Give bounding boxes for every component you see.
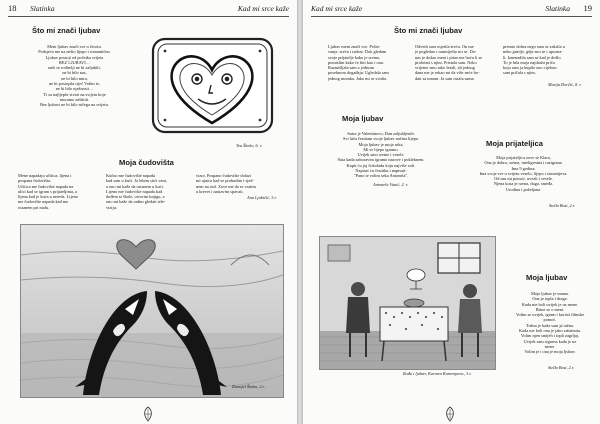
right-page-header — [311, 4, 592, 17]
family-table-drawing — [319, 236, 496, 370]
book-title: Kad mi srce kaže — [237, 4, 289, 13]
drawing-caption: Rođa i ljubav, Karmen Kamenjaroc, 3.r. — [403, 371, 472, 376]
poem-title: Moja ljubav — [526, 273, 568, 282]
page-ornament-icon — [142, 406, 154, 422]
section-name: Slatinka — [545, 4, 570, 13]
story-column-2: Kučno me čudovište napada kad sam u kući. Ja lebim stići vani, a ono mi kaže da ostanem u kući. Lijeno me čudovište napada kad dođem iz škole, otvorim knjigu, a ono mi kaže da radim gledati tele- viziju. — [106, 173, 167, 210]
poem-title: Moja ljubav — [342, 114, 384, 123]
poem-text: Meni ljubav znači sve u životu. Podsjeća me na nešto lijepo i romantično. Ljubav postoji od početka svijeta BEZ LJUBAVI… naši se roditelji ne bi zaljubili, ne bi bilo nas, ne bi bilo mira, ne bi postojala riječ Volim te, ne bi bilo nježnosti… Ti su najljepše stvari na svijetu koje moramo zaštititi. Bez ljubavi ne bi bilo ničega na svijetu. — [38, 44, 111, 108]
heart-drawing — [151, 37, 274, 134]
poem-signature: Tea Škoko, 6. r. — [236, 143, 263, 148]
poem-text: Moja ljubav je mama. Ona je topla i draga. Kada me boli uvijek je uz mene. Brine se o meni. Volim se uvijek, igram i koristi filmske pomoć. Tužna je kada sam ja tužna. Kada me boli ona je jako zabrinuta. Volim njen smijeh i topli zagrljaj. Uvijek sam sigurna kada je uz mene. Volim je i ona je moja ljubav. — [515, 291, 585, 355]
right-page — [303, 0, 600, 424]
essay-signature: Marija Dorčić, 8. r. — [548, 82, 582, 87]
poem-signature: Stella Bosi, 2.r. — [549, 203, 576, 208]
left-page-header — [8, 4, 289, 17]
essay-column-2: Odvedi sam osjetila sreću. On me je pogledao i nasmiješio mi se. Da- nas je došao meni i pitao me hoću li se prošetati s njim. Pristala sam. Neko vrijeme smo tako šetali, ali jednog dana me je rekao mi da više neće ho- dati sa mnom. Ja sam ostala sama. — [415, 44, 483, 81]
poem-signature: Antonela Vunić, 2. r. — [373, 182, 409, 187]
page-number: 19 — [583, 3, 592, 13]
left-page — [0, 0, 297, 424]
poem-title: Moja prijateljica — [486, 139, 543, 148]
book-title: Kad mi srce kaže — [311, 4, 363, 13]
poem-title: Što mi znači ljubav — [32, 26, 101, 35]
page-ornament-icon — [444, 406, 456, 422]
story-column-1: Mene napadaju učitica, lijena i pospana čudovišta. Učitica me čudovište napada na ulici kad se igram s prijateljima, a lijena kad je kuća u nereda. Lijeno me čudovište napada kad me ostanem pri malu. — [18, 173, 78, 210]
story-signature: Ana Ljubičić, 3.r. — [247, 195, 277, 200]
poem-title: Što mi znači ljubav — [394, 26, 463, 35]
story-title: Moja čudovišta — [119, 158, 174, 167]
orca-drawing — [20, 224, 284, 398]
essay-column-1: Ljubav meni znači sve. Pošto- vanje, sreću i radost. Dok gledam svoje prijatelje kako je sretno, pomislim kako će biti kao i ona. Razmišljala sam o jednom posebnom događaju. Ugledala sam jednog momka. Jako mi se svidio. — [328, 44, 389, 81]
essay-column-3: premio dobra nego sam se zakrila u neko grmlje, gdje sno se i upozna- li. Iznenadila sam se kad je došlo. To je bila moja najdraža priča koju sam ja kupila ono cijelom sam pričala s njim. — [503, 44, 565, 76]
story-column-3: vizor. Pospano čudovište dolazi mi ujutro kad se probudim i sjed- nem na stol. Zove me da se vratim u krevet i nastavim spavati. — [196, 173, 256, 194]
drawing-caption: Damijel Škoko, 2.r. — [232, 384, 265, 389]
poem-text: Sutra je Valentinovo, Dan zaljubljenih. Svi šalu čestitam svoje ljubav načina lijepo. Moja ljubav je moja seka, Mi se lijepo igramo. Uvijek smo sretne i vesele. Šuta kada zaboravim igramo nazove i pokleknem. Kupit ću joj čokoladu koju najviše voli. Napisat ću čestitku i napisati: "Puno te volim seka Antonela". — [337, 131, 425, 179]
poem-text: Moja prijateljica zove se Klara, Ona je dobra, sretna, inteligentna i razigrana. Ima 9 godina. Ima svoje sve u svijetu veselo, lijepo i razumijeva. Od nas mi pomoć, uvezli i vesele. Njena kosa je ravna, duga, smeđa. Urodina i poželjana. — [479, 155, 568, 192]
poem-signature: Stella Bosi, 2.r. — [548, 365, 575, 370]
section-name: Slatinka — [30, 4, 55, 13]
page-number: 18 — [8, 3, 17, 13]
